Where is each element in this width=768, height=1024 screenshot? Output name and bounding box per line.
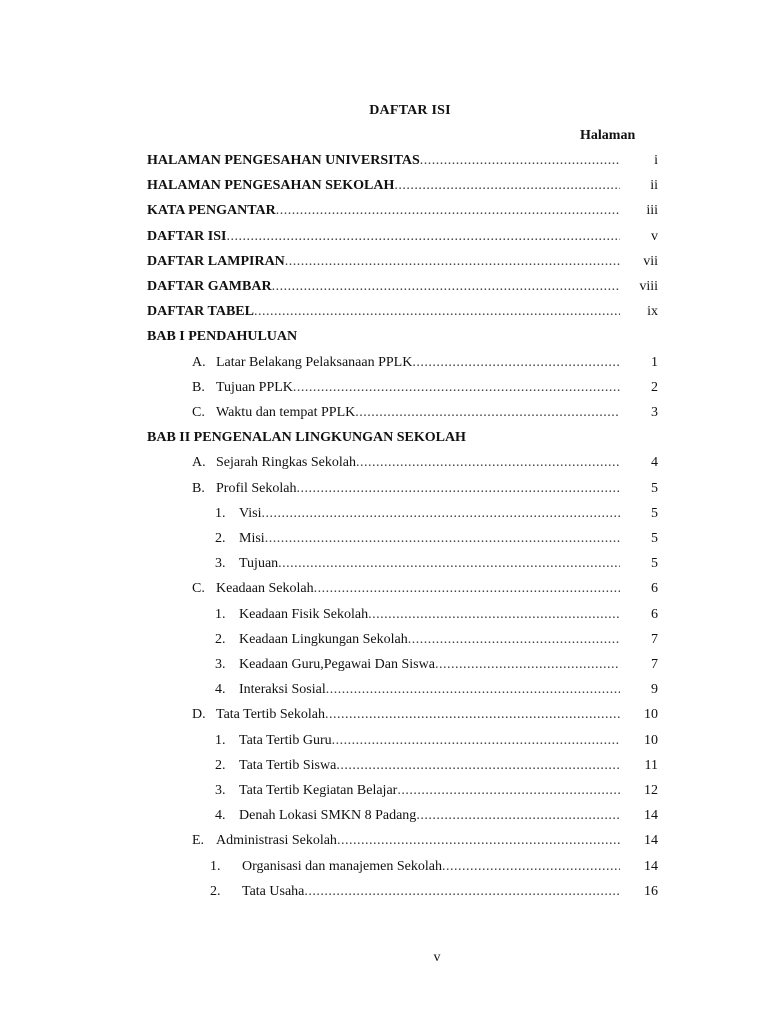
toc-entry-marker: 1.	[215, 732, 226, 748]
toc-entry	[0, 553, 658, 575]
toc-entry-page: 10	[644, 707, 658, 723]
dot-leader	[337, 830, 620, 852]
toc-entry	[0, 377, 658, 399]
toc-entry	[0, 679, 658, 701]
toc-entry-label: HALAMAN PENGESAHAN UNIVERSITAS	[147, 153, 420, 168]
toc-entry-label: Tujuan	[239, 556, 279, 572]
toc-entry	[0, 452, 658, 474]
toc-entry-label: Keadaan Lingkungan Sekolah	[239, 631, 408, 647]
toc-entry-page: 1	[651, 354, 658, 370]
toc-entry-label: Tata Tertib Sekolah	[216, 707, 325, 723]
toc-entry-label: DAFTAR LAMPIRAN	[147, 253, 285, 269]
toc-entry-label: Keadaan Fisik Sekolah	[239, 606, 369, 622]
toc-entry-page: 6	[651, 606, 658, 622]
toc-entry-label: DAFTAR GAMBAR	[147, 279, 272, 294]
toc-entry-marker: E.	[192, 833, 205, 849]
toc-entry	[0, 629, 658, 651]
toc-entry	[0, 528, 658, 550]
toc-entry	[0, 326, 620, 348]
toc-entry-page: viii	[639, 279, 658, 294]
toc-entry-marker: C.	[192, 405, 205, 420]
toc-entry-page: 14	[644, 808, 658, 824]
toc-entry-page: 12	[644, 783, 658, 798]
toc-entry-label: Tata Tertib Siswa	[239, 757, 337, 773]
toc-entry-marker: B.	[192, 379, 205, 395]
toc-entry-label: Sejarah Ringkas Sekolah	[216, 455, 356, 471]
toc-entry	[0, 175, 658, 197]
toc-entry-label: HALAMAN PENGESAHAN SEKOLAH	[147, 178, 395, 194]
toc-entry	[0, 730, 658, 752]
dot-leader	[356, 452, 620, 474]
dot-leader	[314, 578, 620, 600]
dot-leader	[272, 276, 620, 298]
dot-leader	[226, 226, 620, 248]
toc-entry-page: 2	[651, 379, 658, 395]
dot-leader	[416, 805, 620, 827]
toc-entry-marker: 2.	[215, 631, 226, 647]
toc-entry-page: 5	[651, 531, 658, 546]
toc-entry-marker: B.	[192, 480, 205, 496]
toc-entry-page: 5	[651, 556, 658, 572]
toc-entry-label: DAFTAR ISI	[147, 228, 227, 244]
toc-entry-label: Tujuan PPLK	[216, 379, 293, 395]
toc-entry-page: 6	[651, 581, 658, 597]
toc-entry-page: iii	[646, 203, 658, 219]
toc-entry-page: ii	[650, 178, 658, 194]
toc-entry-label: Waktu dan tempat PPLK	[216, 405, 356, 420]
dot-leader	[278, 553, 620, 575]
toc-entry-page: 4	[651, 455, 658, 471]
dot-leader	[325, 704, 620, 726]
toc-entry	[0, 276, 658, 298]
toc-entry	[0, 427, 620, 449]
toc-entry-label: Organisasi dan manajemen Sekolah	[242, 858, 442, 874]
toc-entry-page: 10	[644, 732, 658, 748]
toc-entry	[0, 881, 658, 903]
toc-entry	[0, 654, 658, 676]
toc-entry-label: Latar Belakang Pelaksanaan PPLK	[216, 354, 413, 370]
toc-entry	[0, 578, 658, 600]
toc-entry-label: Visi	[239, 505, 262, 521]
toc-entry-label: BAB II PENGENALAN LINGKUNGAN SEKOLAH	[147, 430, 466, 446]
toc-entry-page: 7	[651, 631, 658, 647]
toc-entry-page: 14	[644, 858, 658, 874]
dot-leader	[420, 150, 620, 172]
toc-entry-label: BAB I PENDAHULUAN	[147, 329, 298, 345]
dot-leader	[265, 528, 620, 550]
toc-entry-marker: 4.	[215, 808, 226, 824]
toc-entry	[0, 226, 658, 248]
toc-entry-marker: 3.	[215, 657, 226, 672]
toc-entry-marker: 2.	[210, 883, 221, 899]
toc-entry-page: v	[651, 228, 658, 244]
dot-leader	[412, 352, 620, 374]
toc-entry-marker: 2.	[215, 757, 226, 773]
toc-entry-page: 5	[651, 505, 658, 521]
toc-entry	[0, 301, 658, 323]
toc-entry	[0, 352, 658, 374]
toc-entry	[0, 805, 658, 827]
toc-entry-label: Tata Tertib Guru	[239, 732, 332, 748]
toc-entry	[0, 503, 658, 525]
toc-entry-label: Misi	[239, 531, 265, 546]
toc-entry-marker: A.	[192, 354, 206, 370]
dot-leader	[435, 654, 620, 676]
toc-entry-label: KATA PENGANTAR	[147, 203, 276, 219]
toc-entry-label: Keadaan Guru,Pegawai Dan Siswa	[239, 657, 435, 672]
dot-leader	[397, 780, 620, 802]
toc-entry-marker: C.	[192, 581, 205, 597]
toc-entry	[0, 150, 658, 172]
toc-entry	[0, 478, 658, 500]
toc-entry-marker: 1.	[215, 505, 226, 521]
page-column-header: Halaman	[580, 128, 636, 143]
toc-entry	[0, 780, 658, 802]
page-title: DAFTAR ISI	[369, 103, 451, 118]
dot-leader	[394, 175, 620, 197]
dot-leader	[254, 301, 620, 323]
toc-entry-page: 14	[644, 833, 658, 849]
toc-entry	[0, 856, 658, 878]
toc-entry-label: Denah Lokasi SMKN 8 Padang	[239, 808, 417, 824]
toc-entry-marker: 3.	[215, 783, 226, 798]
toc-entry-marker: 1.	[215, 606, 226, 622]
toc-entry-label: Profil Sekolah	[216, 480, 297, 496]
dot-leader	[285, 251, 620, 273]
dot-leader	[326, 679, 620, 701]
toc-entry-page: vii	[643, 253, 658, 269]
dot-leader	[336, 755, 620, 777]
toc-entry-page: 3	[651, 405, 658, 420]
toc-entry-label: Administrasi Sekolah	[216, 833, 337, 849]
toc-entry-marker: D.	[192, 707, 206, 723]
dot-leader	[332, 730, 620, 752]
toc-entry-label: DAFTAR TABEL	[147, 304, 254, 320]
toc-entry-label: Tata Usaha	[242, 883, 305, 899]
toc-entry-label: Tata Tertib Kegiatan Belajar	[239, 783, 398, 798]
toc-entry	[0, 704, 658, 726]
toc-entry	[0, 200, 658, 222]
dot-leader	[293, 377, 620, 399]
toc-entry-marker: 4.	[215, 682, 226, 698]
dot-leader	[297, 478, 621, 500]
toc-entry-page: 7	[651, 657, 658, 672]
footer-page-number: v	[433, 950, 441, 965]
dot-leader	[408, 629, 620, 651]
toc-entry-marker: A.	[192, 455, 206, 471]
dot-leader	[276, 200, 620, 222]
toc-entry-marker: 1.	[210, 858, 221, 874]
dot-leader	[304, 881, 620, 903]
toc-entry	[0, 402, 658, 424]
toc-entry	[0, 755, 658, 777]
dot-leader	[355, 402, 620, 424]
toc-entry-page: 16	[644, 883, 658, 899]
toc-entry-page: 11	[644, 757, 658, 773]
toc-entry	[0, 604, 658, 626]
toc-entry-label: Keadaan Sekolah	[216, 581, 314, 597]
dot-leader	[442, 856, 620, 878]
toc-entry-page: 5	[651, 480, 658, 496]
toc-entry-label: Interaksi Sosial	[239, 682, 326, 698]
toc-entry-page: 9	[651, 682, 658, 698]
toc-entry-page: ix	[647, 304, 658, 320]
toc-entry	[0, 830, 658, 852]
dot-leader	[368, 604, 620, 626]
toc-entry-page: i	[654, 153, 658, 168]
toc-entry-marker: 2.	[215, 531, 226, 546]
toc-entry-marker: 3.	[215, 556, 226, 572]
dot-leader	[262, 503, 621, 525]
toc-entry	[0, 251, 658, 273]
